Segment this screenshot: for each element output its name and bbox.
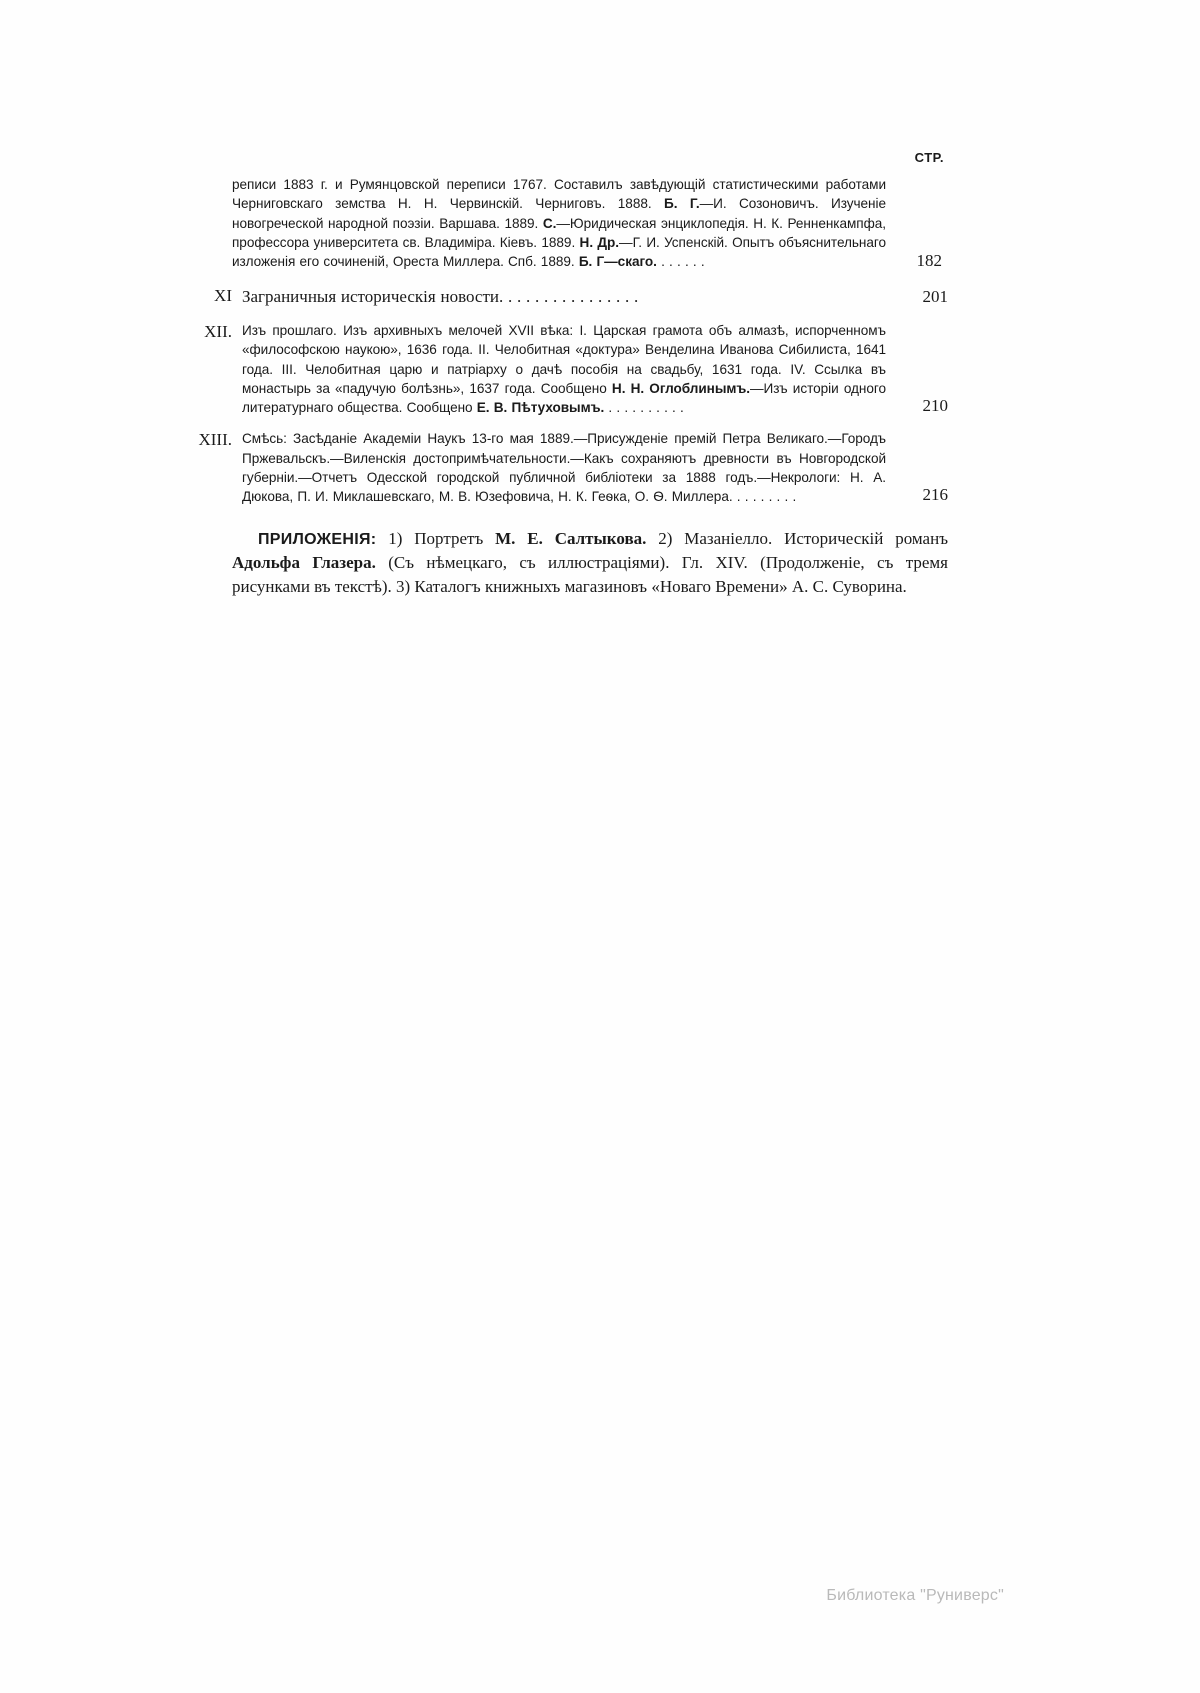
toc-entry-xiii xyxy=(178,429,948,506)
toc-entry-text: Смѣсь: Засѣданіе Академіи Наукъ 13-го мая 1889.—Присужденіе премій Петра Великаго.—Городъ Пржевальскъ.—Виленскія достопримѣчательности.—Какъ сохраняютъ древности въ Новгородской губерніи.—Отчетъ Одесской городской публичной библіотеки за 1888 годъ.—Некрологи: Н. А. Дюкова, П. И. Миклашевскаго, М. В. Юзефовича, Н. К. Геѳка, О. Ѳ. Миллера. . . . . . . . . xyxy=(242,431,886,505)
toc-entry-text: Заграничныя историческія новости. . . . . . . . . . . . . . . . xyxy=(242,287,639,307)
toc-entry-page: 216 xyxy=(922,484,948,504)
toc-entry-text: реписи 1883 г. и Румянцовской переписи 1767. Составилъ завѣдующій статистическими работами Черниговскаго земства Н. Н. Червинскій. Черниговъ. 1888. Б. Г.—И. Созоновичъ. Изученіе новогреческой народной поэзіи. Варшава. 1889. С.—Юридическая энциклопедія. Н. К. Ренненкампфа, профессора университета св. Владиміра. Кіевъ. 1889. Н. Др.—Г. И. Успенскій. Опытъ объяснительнаго изложенія его сочиненій, Ореста Миллера. Спб. 1889. Б. Г—скаго. . . . . . . xyxy=(232,177,887,270)
toc-entry-numeral: XIII. xyxy=(198,430,232,450)
column-header-pages: СТР. xyxy=(914,150,944,165)
library-watermark: Библиотека "Руниверс" xyxy=(826,1587,1004,1604)
toc-entry-numeral: XII. xyxy=(204,321,232,341)
appendix-text: 1) Портретъ М. Е. Салтыкова. 2) Мазаніелло. Историческій романъ Адольфа Глазера. (Съ нѣмецкаго, съ иллюстраціями). Гл. XIV. (Продолженіе, съ тремя рисунками въ текстѣ). 3) Каталогъ книжныхъ магазиновъ «Новаго Времени» А. С. Суворина. xyxy=(232,528,948,596)
toc-entry-continuation xyxy=(232,175,948,271)
toc-entry-xii xyxy=(178,321,948,417)
toc-entry-page: 182 xyxy=(916,251,942,271)
toc-entry-numeral: XI xyxy=(214,286,232,306)
toc-entry-page: 201 xyxy=(922,287,948,307)
toc-entry-page: 210 xyxy=(922,395,948,415)
toc-entry-xi xyxy=(178,285,948,308)
table-of-contents xyxy=(178,150,948,599)
toc-entry-text: Изъ прошлаго. Изъ архивныхъ мелочей XVII вѣка: I. Царская грамота объ алмазѣ, испорченномъ «философскою наукою», 1636 года. II. Челобитная «доктура» Венделина Иванова Сибилиста, 1641 года. III. Челобитная царю и патріарху о дачѣ пособія на свадьбу, 1631 года. IV. Ссылка въ монастырь за «падучую болѣзнь», 1637 года. Сообщено Н. Н. Оглоблинымъ.—Изъ исторіи одного литературнаго общества. Сообщено Е. В. Пѣтуховымъ. . . . . . . . . . . xyxy=(242,322,887,416)
appendix-label: ПРИЛОЖЕНІЯ: xyxy=(258,530,377,548)
appendix-paragraph xyxy=(232,527,948,599)
